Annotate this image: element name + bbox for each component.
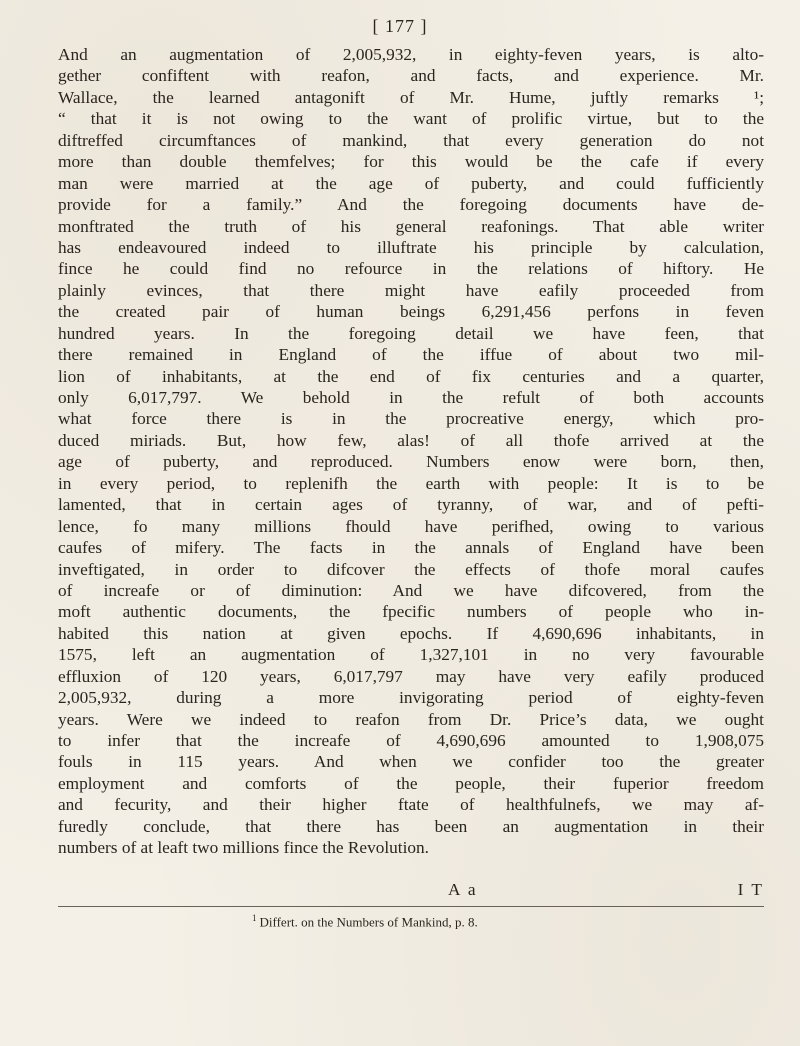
text-line: plainly evinces, that there might have eafily proceeded from xyxy=(58,280,764,300)
footnote-text: Differt. on the Numbers of Mankind, p. 8. xyxy=(259,914,478,930)
text-line: the created pair of human beings 6,291,456 perfons in feven xyxy=(58,302,764,322)
text-line: fince he could find no refource in the relations of hiftory. He xyxy=(58,259,764,279)
catchword: I T xyxy=(737,880,764,899)
text-line: 2,005,932, during a more invigorating period of eighty-feven xyxy=(58,688,764,708)
text-line: in every period, to replenifh the earth with people: It is to be xyxy=(58,473,764,493)
text-line: diftreffed circumftances of mankind, that every generation do not xyxy=(58,130,764,150)
text-line: moft authentic documents, the fpecific numbers of people who in- xyxy=(58,602,764,622)
text-line: inveftigated, in order to difcover the effects of thofe moral caufes xyxy=(58,559,764,579)
text-line: employment and comforts of the people, their fuperior freedom xyxy=(58,773,764,793)
text-line: what force there is in the procreative energy, which pro- xyxy=(58,409,764,429)
text-line: caufes of mifery. The facts in the annals of England have been xyxy=(58,538,764,558)
footnote xyxy=(252,913,478,930)
text-line: years. Were we indeed to reafon from Dr. Price’s data, we ought xyxy=(58,709,764,729)
text-line: gether confiftent with reafon, and facts, and experience. Mr. xyxy=(58,66,764,86)
signature-mark: A a xyxy=(448,880,478,899)
text-line: effluxion of 120 years, 6,017,797 may have very eafily produced xyxy=(58,666,764,686)
footnote-marker: 1 xyxy=(252,913,257,923)
text-line: furedly conclude, that there has been an augmentation in their xyxy=(58,816,764,836)
text-line: there remained in England of the iffue of about two mil- xyxy=(58,345,764,365)
text-line: provide for a family.” And the foregoing documents have de- xyxy=(58,195,764,215)
text-line: only 6,017,797. We behold in the refult of both accounts xyxy=(58,388,764,407)
text-line: habited this nation at given epochs. If 4,690,696 inhabitants, in xyxy=(58,623,764,643)
text-line: fouls in 115 years. And when we confider too the greater xyxy=(58,752,764,772)
text-line: has endeavoured indeed to illuftrate his principle by calculation, xyxy=(58,237,764,257)
text-line: age of puberty, and reproduced. Numbers enow were born, then, xyxy=(58,452,764,472)
text-line: lence, fo many millions fhould have perifhed, owing to various xyxy=(58,516,764,536)
text-line: man were married at the age of puberty, and could fufficiently xyxy=(58,173,764,193)
text-line: of increafe or of diminution: And we have difcovered, from the xyxy=(58,580,764,600)
body-text xyxy=(58,44,764,859)
text-line: And an augmentation of 2,005,932, in eighty-feven years, is alto- xyxy=(58,45,764,64)
text-line: to infer that the increafe of 4,690,696 amounted to 1,908,075 xyxy=(58,731,764,750)
text-line: duced miriads. But, how few, alas! of all thofe arrived at the xyxy=(58,430,764,450)
text-line: numbers of at leaft two millions fince the Revolution. xyxy=(58,838,429,858)
signature-row xyxy=(58,880,764,902)
text-line: monftrated the truth of his general reafonings. That able writer xyxy=(58,216,764,236)
page-number: [ 177 ] xyxy=(372,16,428,36)
text-line: more than double themfelves; for this would be the cafe if every xyxy=(58,152,764,172)
text-line: “ that it is not owing to the want of prolific virtue, but to the xyxy=(58,109,764,129)
text-line: Wallace, the learned antagonift of Mr. Hume, juftly remarks ¹; xyxy=(58,87,764,107)
text-line: 1575, left an augmentation of 1,327,101 in no very favourable xyxy=(58,645,764,665)
footnote-rule xyxy=(58,906,764,907)
text-line: hundred years. In the foregoing detail we have feen, that xyxy=(58,323,764,343)
text-line: lamented, that in certain ages of tyranny, of war, and of pefti- xyxy=(58,495,764,515)
text-line: and fecurity, and their higher ftate of healthfulnefs, we may af- xyxy=(58,795,764,815)
text-line: lion of inhabitants, at the end of fix centuries and a quarter, xyxy=(58,366,764,386)
